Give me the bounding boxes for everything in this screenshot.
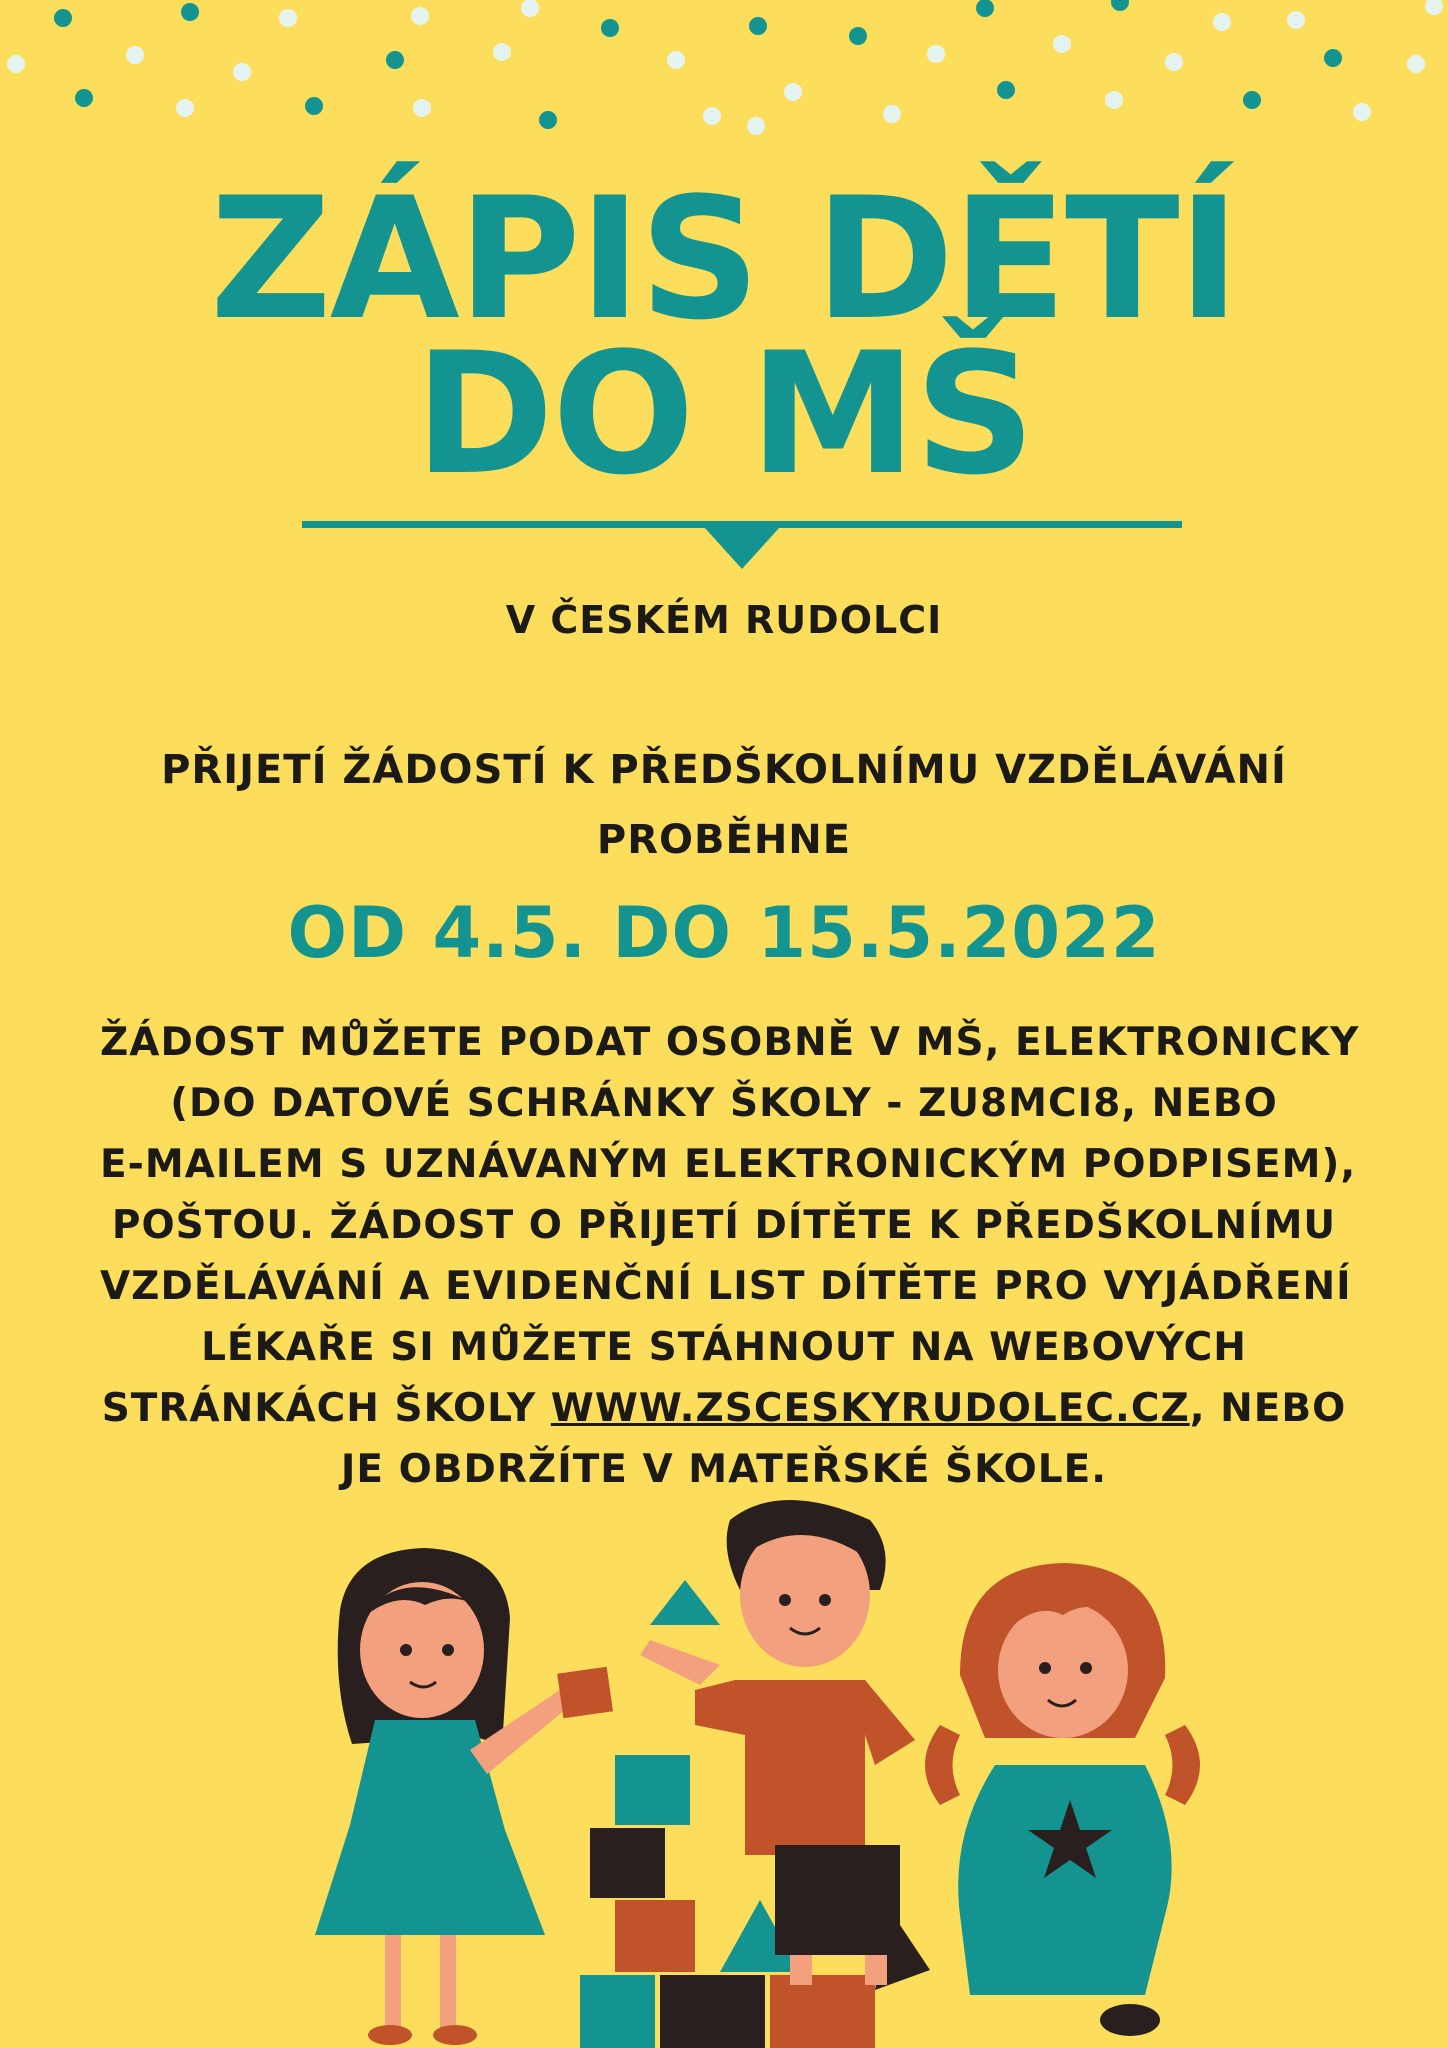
instructions-line7-start: STRÁNKÁCH ŠKOLY bbox=[101, 1386, 551, 1431]
poster-title-line2: DO MŠ bbox=[414, 316, 1034, 512]
location-subtitle: V ČESKÉM RUDOLCI bbox=[505, 598, 943, 642]
intro-line1: PŘIJETÍ ŽÁDOSTÍ K PŘEDŠKOLNÍMU VZDĚLÁVÁNÍ bbox=[161, 747, 1287, 793]
instructions-line6: LÉKAŘE SI MŮŽETE STÁHNOUT NA WEBOVÝCH bbox=[201, 1325, 1247, 1370]
girl-with-bow bbox=[315, 1548, 613, 2045]
instructions-line7 bbox=[100, 1378, 1348, 1439]
instructions-line3: E-MAILEM S UZNÁVANÝM ELEKTRONICKÝM PODPISEM), bbox=[100, 1142, 1357, 1187]
instructions-text bbox=[100, 1012, 1360, 1500]
instructions-line5: VZDĚLÁVÁNÍ A EVIDENČNÍ LIST DÍTĚTE PRO VYJÁDŘENÍ bbox=[100, 1264, 1352, 1309]
children-illustration bbox=[280, 1500, 1200, 2048]
intro-line2: PROBĚHNE bbox=[596, 817, 852, 863]
title-divider bbox=[302, 515, 1182, 571]
poster-title-line1: ZÁPIS DĚTÍ bbox=[209, 161, 1239, 357]
instructions-line4: POŠTOU. ŽÁDOST O PŘIJETÍ DÍTĚTE K PŘEDŠKOLNÍMU bbox=[111, 1203, 1337, 1248]
decorative-dots bbox=[0, 0, 1448, 140]
instructions-line2: (DO DATOVÉ SCHRÁNKY ŠKOLY - ZU8MCI8, NEBO bbox=[170, 1081, 1278, 1126]
intro-text bbox=[0, 735, 1448, 875]
instructions-line8: JE OBDRŽÍTE V MATEŘSKÉ ŠKOLE. bbox=[340, 1447, 1108, 1492]
instructions-line7-end: , NEBO bbox=[1189, 1386, 1347, 1431]
enrollment-dates: OD 4.5. DO 15.5.2022 bbox=[287, 892, 1161, 974]
school-website-link[interactable]: WWW.ZSCESKYRUDOLEC.CZ bbox=[550, 1386, 1190, 1431]
instructions-line1: ŽÁDOST MŮŽETE PODAT OSOBNĚ V MŠ, ELEKTRONICKY bbox=[100, 1020, 1360, 1065]
girl-with-pigtails bbox=[925, 1563, 1200, 2036]
